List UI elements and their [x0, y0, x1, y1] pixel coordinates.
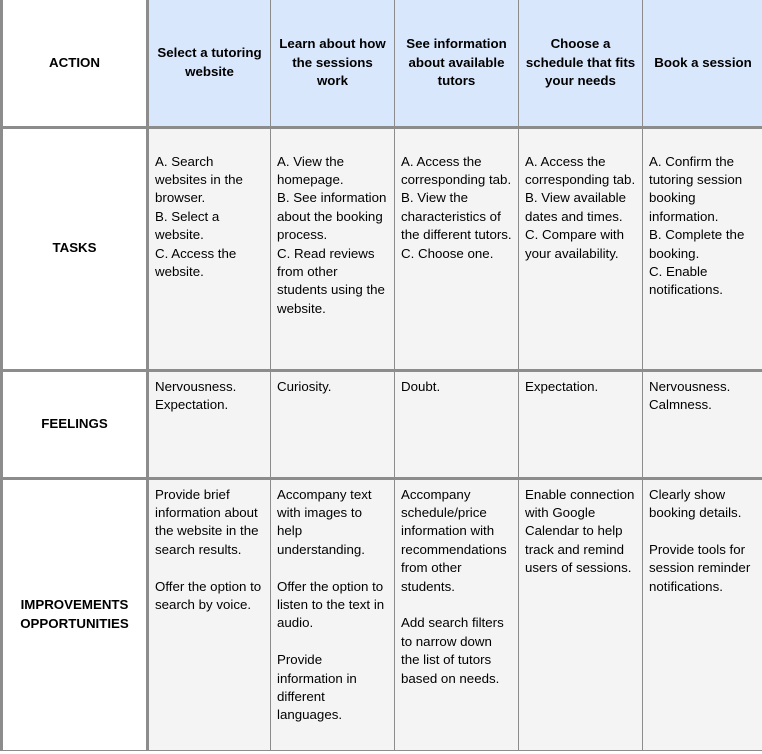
- feeling-item: Doubt.: [401, 378, 441, 394]
- feelings-cell: [395, 370, 519, 478]
- improvements-cell: [395, 478, 519, 750]
- tasks-cell: [271, 127, 395, 370]
- task-item: C. Compare with your availability.: [525, 227, 625, 261]
- task-item: C. Enable notifications.: [649, 263, 723, 298]
- row-header-improvements: IMPROVEMENTS OPPORTUNITIES: [2, 478, 148, 750]
- task-item: A. Confirm the tutoring session booking information.: [649, 153, 743, 224]
- row-header-action: ACTION: [2, 0, 148, 127]
- task-item: C. Access the website.: [155, 245, 237, 279]
- improvement-item: Clearly show booking details.: [649, 486, 742, 520]
- row-header-feelings: FEELINGS: [2, 370, 148, 478]
- stage-2-header: Learn about how the sessions work: [271, 0, 395, 127]
- task-item: B. View available dates and times.: [525, 190, 627, 224]
- tasks-cell: [643, 127, 762, 370]
- feelings-cell: [643, 370, 762, 478]
- stage-3-header: See information about available tutors: [395, 0, 519, 127]
- feeling-item: Curiosity.: [277, 378, 332, 394]
- tasks-row: [2, 127, 762, 370]
- task-item: A. Access the corresponding tab.: [401, 153, 512, 187]
- stage-1-header: Select a tutoring website: [148, 0, 271, 127]
- task-item: C. Read reviews from other students using the website.: [277, 245, 385, 316]
- tasks-cell: [395, 127, 519, 370]
- task-item: B. See information about the booking process.: [277, 190, 387, 243]
- improvement-item: Offer the option to listen to the text in audio.: [277, 578, 385, 631]
- task-item: B. View the characteristics of the different tutors.: [401, 190, 512, 243]
- task-item: C. Choose one.: [401, 245, 494, 261]
- feeling-item: Expectation.: [155, 396, 229, 412]
- feeling-item: Nervousness.: [649, 378, 731, 394]
- tasks-cell: [148, 127, 271, 370]
- feeling-item: Expectation.: [525, 378, 599, 394]
- task-item: B. Complete the booking.: [649, 227, 745, 261]
- improvement-item: Accompany text with images to help understanding.: [277, 486, 372, 557]
- improvement-item: Enable connection with Google Calendar to help track and remind users of sessions.: [525, 486, 635, 576]
- improvement-item: Offer the option to search by voice.: [155, 578, 262, 612]
- stage-4-header: Choose a schedule that fits your needs: [519, 0, 643, 127]
- improvements-cell: [519, 478, 643, 750]
- task-item: A. View the homepage.: [277, 153, 345, 187]
- task-item: B. Select a website.: [155, 208, 220, 243]
- feelings-cell: [519, 370, 643, 478]
- feelings-cell: [148, 370, 271, 478]
- improvement-item: Accompany schedule/price information with recommendations from other students.: [401, 486, 507, 594]
- improvements-cell: [643, 478, 762, 750]
- feeling-item: Calmness.: [649, 396, 712, 412]
- improvements-cell: [271, 478, 395, 750]
- improvement-item: Provide brief information about the website in the search results.: [155, 486, 259, 557]
- improvement-item: Provide tools for session reminder notifications.: [649, 541, 751, 594]
- improvements-row: [2, 478, 762, 750]
- tasks-cell: [519, 127, 643, 370]
- improvement-item: Provide information in different languages.: [277, 652, 357, 723]
- improvement-item: Add search filters to narrow down the list of tutors based on needs.: [401, 615, 504, 686]
- task-item: A. Access the corresponding tab.: [525, 153, 636, 187]
- task-item: A. Search websites in the browser.: [155, 153, 243, 206]
- stage-5-header: Book a session: [643, 0, 762, 127]
- row-header-tasks: TASKS: [2, 127, 148, 370]
- feeling-item: Nervousness.: [155, 378, 237, 394]
- feelings-row: [2, 370, 762, 478]
- improvements-cell: [148, 478, 271, 750]
- feelings-cell: [271, 370, 395, 478]
- action-row: [2, 0, 762, 127]
